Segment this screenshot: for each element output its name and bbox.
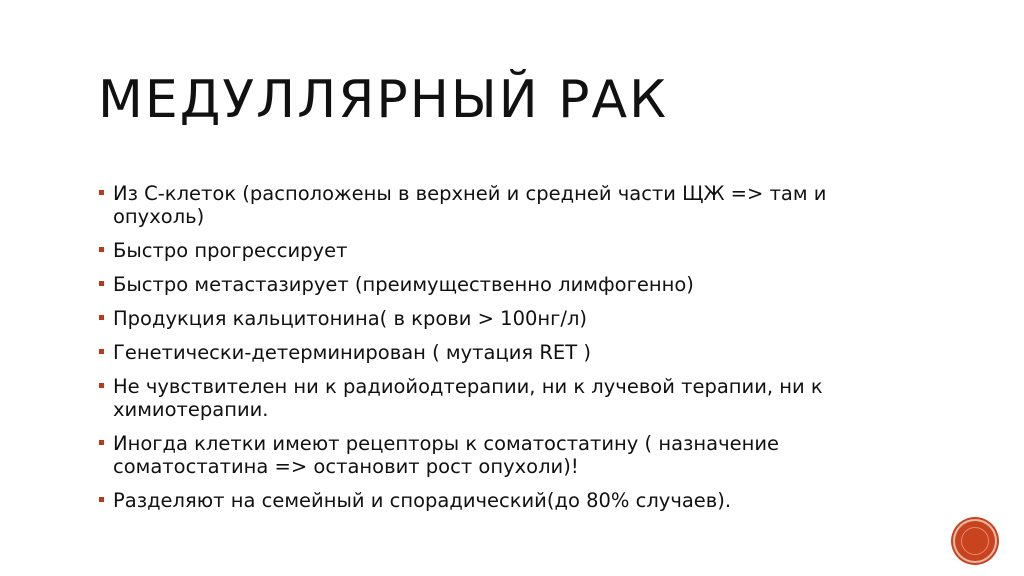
- bullet-item: [99, 273, 899, 296]
- bullet-item: [99, 432, 899, 478]
- bullet-item: [99, 182, 899, 228]
- slide-number-badge-icon: [955, 521, 995, 561]
- bullet-item: [99, 239, 899, 262]
- bullet-item: [99, 307, 899, 330]
- slide-title: МЕДУЛЛЯРНЫЙ РАК: [98, 70, 668, 130]
- bullet-square-icon: [99, 349, 104, 354]
- bullet-square-icon: [99, 281, 104, 286]
- bullet-text: Быстро метастазирует (преимущественно лимфогенно): [113, 273, 694, 296]
- bullet-square-icon: [99, 383, 104, 388]
- bullet-item: [99, 489, 899, 512]
- bullet-square-icon: [99, 315, 104, 320]
- bullet-square-icon: [99, 440, 104, 445]
- bullet-text: Продукция кальцитонина( в крови > 100нг/л): [113, 307, 588, 330]
- bullet-text: Разделяют на семейный и спорадический(до 80% случаев).: [113, 489, 732, 512]
- bullet-item: [99, 341, 899, 364]
- bullet-square-icon: [99, 497, 104, 502]
- bullet-text: Генетически-детерминирован ( мутация RET ): [113, 341, 591, 364]
- bullet-text: Из С-клеток (расположены в верхней и средней части ЩЖ => там и опухоль): [113, 182, 827, 228]
- bullet-list: [99, 182, 899, 523]
- bullet-text: Быстро прогрессирует: [113, 239, 348, 262]
- bullet-square-icon: [99, 190, 104, 195]
- bullet-item: [99, 375, 899, 421]
- bullet-square-icon: [99, 247, 104, 252]
- bullet-text: Иногда клетки имеют рецепторы к соматостатину ( назначение соматостатина => остановит рост опухоли)!: [113, 432, 780, 478]
- bullet-text: Не чувствителен ни к радиойодтерапии, ни к лучевой терапии, ни к химиотерапии.: [113, 375, 823, 421]
